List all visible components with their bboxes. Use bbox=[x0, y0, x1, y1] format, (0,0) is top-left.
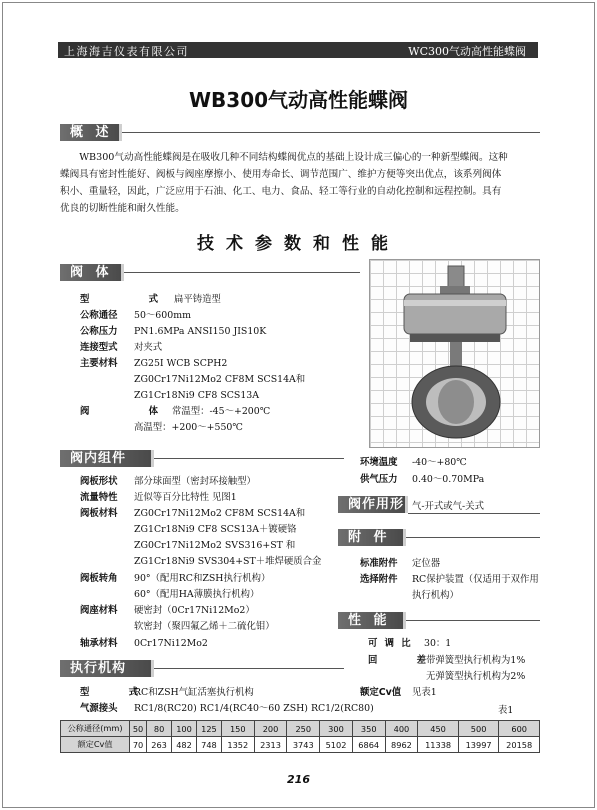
spec-value: 扁平铸造型 bbox=[174, 294, 221, 305]
spec-value: 软密封（聚四氟乙烯＋二硫化钼） bbox=[134, 621, 275, 632]
table-cell: 50 bbox=[130, 721, 147, 737]
spec-value: RC保护装置（仅适用于双作用 bbox=[412, 574, 539, 585]
spec-label: 阀板形状 bbox=[80, 476, 118, 487]
spec-value: 50～600mm bbox=[134, 310, 191, 321]
spec-value: 60°（配用HA薄膜执行机构） bbox=[134, 589, 260, 600]
spec-label: 轴承材料 bbox=[80, 638, 118, 649]
spec-value: ZG0Cr17Ni12Mo2 CF8M SCS14A和 bbox=[134, 374, 306, 385]
section-divider bbox=[406, 620, 540, 621]
spec-value: -40～+80℃ bbox=[412, 457, 467, 468]
table-cell: 482 bbox=[172, 737, 197, 753]
spec-value: RC1/8(RC20) RC1/4(RC40～60 ZSH) RC1/2(RC80) bbox=[134, 703, 374, 714]
table-cell: 300 bbox=[320, 721, 353, 737]
table-row bbox=[61, 737, 540, 753]
spec-label: 阀座材料 bbox=[80, 605, 118, 616]
spec-label: 标准附件 bbox=[360, 558, 398, 569]
company-name: 上海海吉仪表有限公司 bbox=[64, 45, 189, 58]
spec-value: 0.40～0.70MPa bbox=[412, 474, 485, 485]
butterfly-valve-illustration bbox=[370, 260, 540, 448]
table-cell: 11338 bbox=[418, 737, 459, 753]
section-heading-action: 阀作用形式 bbox=[338, 496, 408, 513]
table-cell: 200 bbox=[254, 721, 287, 737]
table-cell: 70 bbox=[130, 737, 147, 753]
section-divider bbox=[154, 668, 344, 669]
table-cell: 125 bbox=[196, 721, 221, 737]
table-cell: 263 bbox=[147, 737, 172, 753]
overview-line: 蝶阀具有密封性能好、阀板与阀座摩擦小、使用寿命长、调节范围广、维护方便等突出优点，该系列阀体 bbox=[60, 169, 502, 180]
table-cell: 13997 bbox=[458, 737, 499, 753]
table-cell: 400 bbox=[385, 721, 418, 737]
spec-value: 常温型：-45～+200℃ bbox=[172, 406, 271, 417]
table-cell: 100 bbox=[172, 721, 197, 737]
spec-value: 见表1 bbox=[412, 687, 437, 698]
spec-value: RC和ZSH气缸活塞执行机构 bbox=[134, 687, 254, 698]
spec-label: 流量特性 bbox=[80, 492, 118, 503]
spec-value: ZG1Cr18Ni9 SVS304+ST＋堆焊硬质合金 bbox=[134, 556, 322, 567]
section-heading-actuator: 执行机构 bbox=[60, 660, 154, 677]
table-cell: 8962 bbox=[385, 737, 418, 753]
section-heading-body: 阀 体 bbox=[60, 264, 124, 281]
table-cell: 80 bbox=[147, 721, 172, 737]
spec-label: 回 差 bbox=[368, 655, 445, 666]
header-product-name: WC300气动高性能蝶阀 bbox=[408, 45, 526, 58]
spec-label: 型 式 bbox=[80, 294, 187, 305]
table-row-header: 公称通径(mm) bbox=[61, 721, 130, 737]
spec-value: 执行机构） bbox=[412, 590, 459, 601]
spec-value: 部分球面型（密封环接触型） bbox=[134, 476, 256, 487]
table-cell: 500 bbox=[458, 721, 499, 737]
spec-value: ZG0Cr17Ni12Mo2 CF8M SCS14A和 bbox=[134, 508, 306, 519]
valve-photo bbox=[369, 259, 540, 448]
spec-value: ZG1Cr18Ni9 CF8 SCS13A＋镀硬铬 bbox=[134, 524, 297, 535]
spec-value: PN1.6MPa ANSI150 JIS10K bbox=[134, 326, 267, 337]
overview-line: 优良的切断性能和耐久性能。 bbox=[60, 203, 185, 214]
section-heading-performance: 性 能 bbox=[338, 612, 406, 629]
spec-value: 硬密封（0Cr17Ni12Mo2） bbox=[134, 605, 255, 616]
section-divider bbox=[122, 132, 540, 133]
action-value: 气-开式或气-关式 bbox=[412, 501, 484, 512]
spec-label: 额定Cv值 bbox=[360, 687, 402, 698]
table-cell: 600 bbox=[499, 721, 540, 737]
table-caption: 表1 bbox=[498, 705, 514, 716]
table-cell: 150 bbox=[221, 721, 254, 737]
table-row-header: 额定Cv值 bbox=[61, 737, 130, 753]
spec-label: 可 调 比 bbox=[368, 638, 413, 649]
spec-label: 公称压力 bbox=[80, 326, 118, 337]
section-divider bbox=[406, 537, 540, 538]
table-cell: 6864 bbox=[352, 737, 385, 753]
table-cell: 450 bbox=[418, 721, 459, 737]
spec-value: ZG1Cr18Ni9 CF8 SCS13A bbox=[134, 390, 260, 401]
table-cell: 20158 bbox=[499, 737, 540, 753]
section-divider bbox=[124, 272, 360, 273]
page-number: 216 bbox=[287, 773, 310, 786]
spec-value: 定位器 bbox=[412, 558, 441, 569]
overview-line: WB300气动高性能蝶阀是在吸收几种不同结构蝶阀优点的基础上设计成三偏心的一种新型蝶阀。这种 bbox=[79, 152, 508, 163]
spec-value: 带弹簧型执行机构为1% bbox=[426, 655, 526, 666]
cv-table bbox=[60, 720, 540, 753]
table-cell: 5102 bbox=[320, 737, 353, 753]
spec-value: 90°（配用RC和ZSH执行机构） bbox=[134, 573, 271, 584]
spec-label: 公称通径 bbox=[80, 310, 118, 321]
spec-label: 阀 体 bbox=[80, 406, 187, 417]
spec-label: 阀板转角 bbox=[80, 573, 118, 584]
spec-label: 气源接头 bbox=[80, 703, 118, 714]
table-row bbox=[61, 721, 540, 737]
table-cell: 748 bbox=[196, 737, 221, 753]
section-heading-overview: 概 述 bbox=[60, 124, 122, 141]
spec-label: 连接型式 bbox=[80, 342, 118, 353]
section-heading-internals: 阀内组件 bbox=[60, 450, 154, 467]
table-cell: 350 bbox=[352, 721, 385, 737]
spec-label: 型 式 bbox=[80, 687, 157, 698]
table-cell: 2313 bbox=[254, 737, 287, 753]
spec-label: 供气压力 bbox=[360, 474, 398, 485]
spec-value: 对夹式 bbox=[134, 342, 163, 353]
overview-line: 积小、重量轻，因此，广泛应用于石油、化工、电力、食品、轻工等行业的自动化控制和远程控制。具有 bbox=[60, 186, 502, 197]
spec-label: 环境温度 bbox=[360, 457, 398, 468]
overview-paragraph bbox=[60, 149, 540, 217]
spec-label: 选择附件 bbox=[360, 574, 398, 585]
spec-value: 近似等百分比特性 见图1 bbox=[134, 492, 237, 503]
table-cell: 250 bbox=[287, 721, 320, 737]
table-cell: 3743 bbox=[287, 737, 320, 753]
spec-label: 阀板材料 bbox=[80, 508, 118, 519]
spec-value: 0Cr17Ni12Mo2 bbox=[134, 638, 208, 649]
spec-value: ZG0Cr17Ni12Mo2 SVS316+ST 和 bbox=[134, 540, 296, 551]
spec-value: 30：1 bbox=[424, 638, 452, 649]
section-heading-accessories: 附 件 bbox=[338, 529, 406, 546]
spec-label: 主要材料 bbox=[80, 358, 118, 369]
page-title: WB300气动高性能蝶阀 bbox=[188, 88, 409, 112]
tech-section-title: 技术参数和性能 bbox=[197, 234, 400, 254]
page-header-bar bbox=[58, 42, 538, 58]
spec-value: 高温型：+200～+550℃ bbox=[134, 422, 243, 433]
table-cell: 1352 bbox=[221, 737, 254, 753]
spec-value: ZG25I WCB SCPH2 bbox=[134, 358, 228, 369]
section-divider bbox=[154, 458, 344, 459]
spec-value: 无弹簧型执行机构为2% bbox=[426, 671, 526, 682]
section-divider bbox=[408, 513, 540, 514]
